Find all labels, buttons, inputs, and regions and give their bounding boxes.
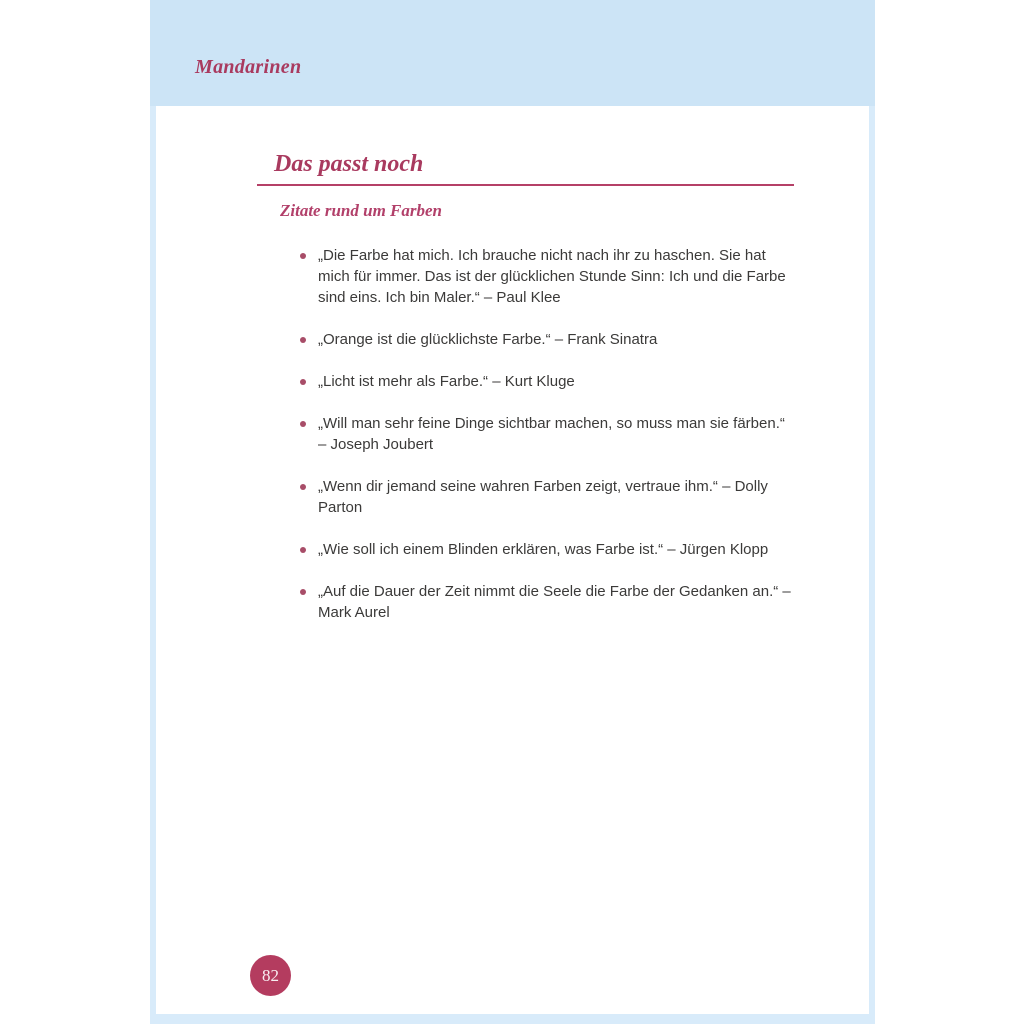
- bullet-icon: [300, 253, 306, 259]
- page-content: [150, 106, 875, 1014]
- section-subtitle: Zitate rund um Farben: [280, 201, 443, 221]
- bullet-icon: [300, 379, 306, 385]
- section-heading-rule: [257, 151, 794, 186]
- quote-item: [300, 245, 794, 308]
- quote-text: „Auf die Dauer der Zeit nimmt die Seele die Farbe der Gedanken an.“ – Mark Aurel: [318, 582, 791, 621]
- page-number: 82: [262, 965, 279, 985]
- quote-item: [300, 413, 794, 455]
- quote-item: [300, 371, 794, 392]
- section-title: Das passt noch: [274, 151, 424, 177]
- page-number-badge: [250, 955, 291, 996]
- bullet-icon: [300, 547, 306, 553]
- quote-text: „Will man sehr feine Dinge sichtbar machen, so muss man sie färben.“ – Joseph Joubert: [318, 414, 785, 453]
- quote-text: „Wenn dir jemand seine wahren Farben zeigt, vertraue ihm.“ – Dolly Parton: [318, 477, 768, 516]
- book-page: [150, 0, 875, 1024]
- page-bottom-strip: [150, 1014, 875, 1024]
- bullet-icon: [300, 484, 306, 490]
- bullet-icon: [300, 337, 306, 343]
- quote-list: [300, 245, 794, 623]
- chapter-header: [150, 0, 875, 106]
- quote-text: „Orange ist die glücklichste Farbe.“ – Frank Sinatra: [318, 330, 658, 348]
- chapter-title: Mandarinen: [195, 56, 302, 78]
- bullet-icon: [300, 589, 306, 595]
- quote-item: [300, 581, 794, 623]
- quote-text: „Wie soll ich einem Blinden erklären, was Farbe ist.“ – Jürgen Klopp: [318, 540, 769, 558]
- bullet-icon: [300, 421, 306, 427]
- quote-text: „Die Farbe hat mich. Ich brauche nicht nach ihr zu haschen. Sie hat mich für immer. Das ist der glücklichen Stunde Sinn: Ich und die Farbe sind eins. Ich bin Maler.“ – Paul Klee: [318, 246, 786, 306]
- quote-item: [300, 539, 794, 560]
- quote-item: [300, 329, 794, 350]
- quote-item: [300, 476, 794, 518]
- quote-text: „Licht ist mehr als Farbe.“ – Kurt Kluge: [318, 372, 575, 390]
